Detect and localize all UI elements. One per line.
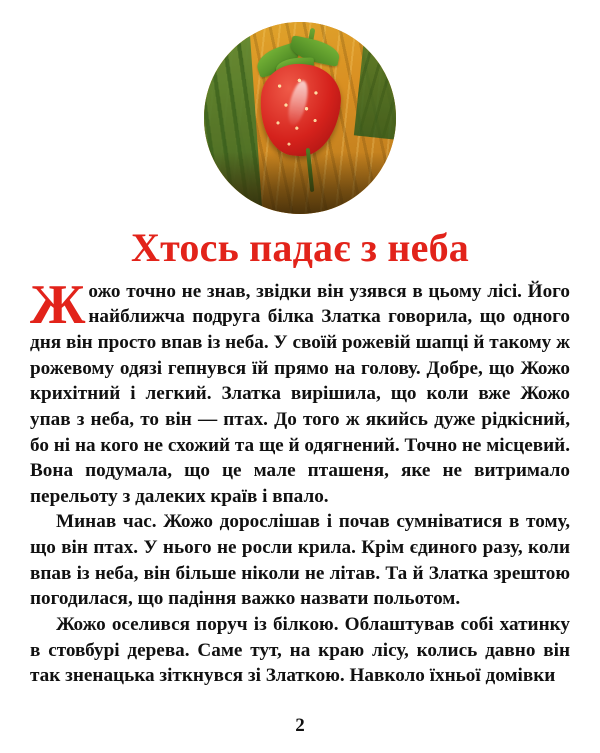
illustration-shadow bbox=[204, 152, 396, 214]
chapter-title: Хтось падає з неба bbox=[131, 225, 469, 270]
paragraph-2: Минав час. Жожо дорослішав і почав сумніватися в тому, що він птах. У нього не росли крила. Крім єдиного разу, коли впав із неба, він більше ніколи не літав. Та й Златка зрештою погодилася, що падіння важко назвати польотом. bbox=[30, 511, 570, 610]
strawberry-illustration bbox=[204, 22, 396, 214]
paragraph-1-text: ожо точно не знав, звідки він узявся в цьому лісі. Його найближча подруга білка Златка говорила, що одного дня він просто впав із неба. У своїй рожевій шапці й такому ж рожевому одязі гепнувся їй прямо на голову. Добре, що Жожо крихітний і легкий. Златка вирішила, що коли вже Жожо упав з неба, то він — птах. До того ж якийсь дуже рідкісний, бо ні на кого не схожий та ще й одягнений. Точно не місцевий. Вона подумала, що це мале пташеня, яке не витримало перельоту з далеких країв і впало. bbox=[30, 280, 570, 507]
chapter-body bbox=[0, 273, 600, 689]
page-number: 2 bbox=[295, 715, 305, 736]
illustration-container bbox=[0, 0, 600, 214]
paragraph-1 bbox=[30, 273, 570, 510]
paragraph-3: Жожо оселився поруч із білкою. Облаштував собі хатинку в стовбурі дерева. Саме тут, на краю лісу, колись давно він так зненацька зіткнувся зі Златкою. Навколо їхньої домівки bbox=[30, 613, 570, 687]
drop-cap: Ж bbox=[30, 273, 86, 336]
